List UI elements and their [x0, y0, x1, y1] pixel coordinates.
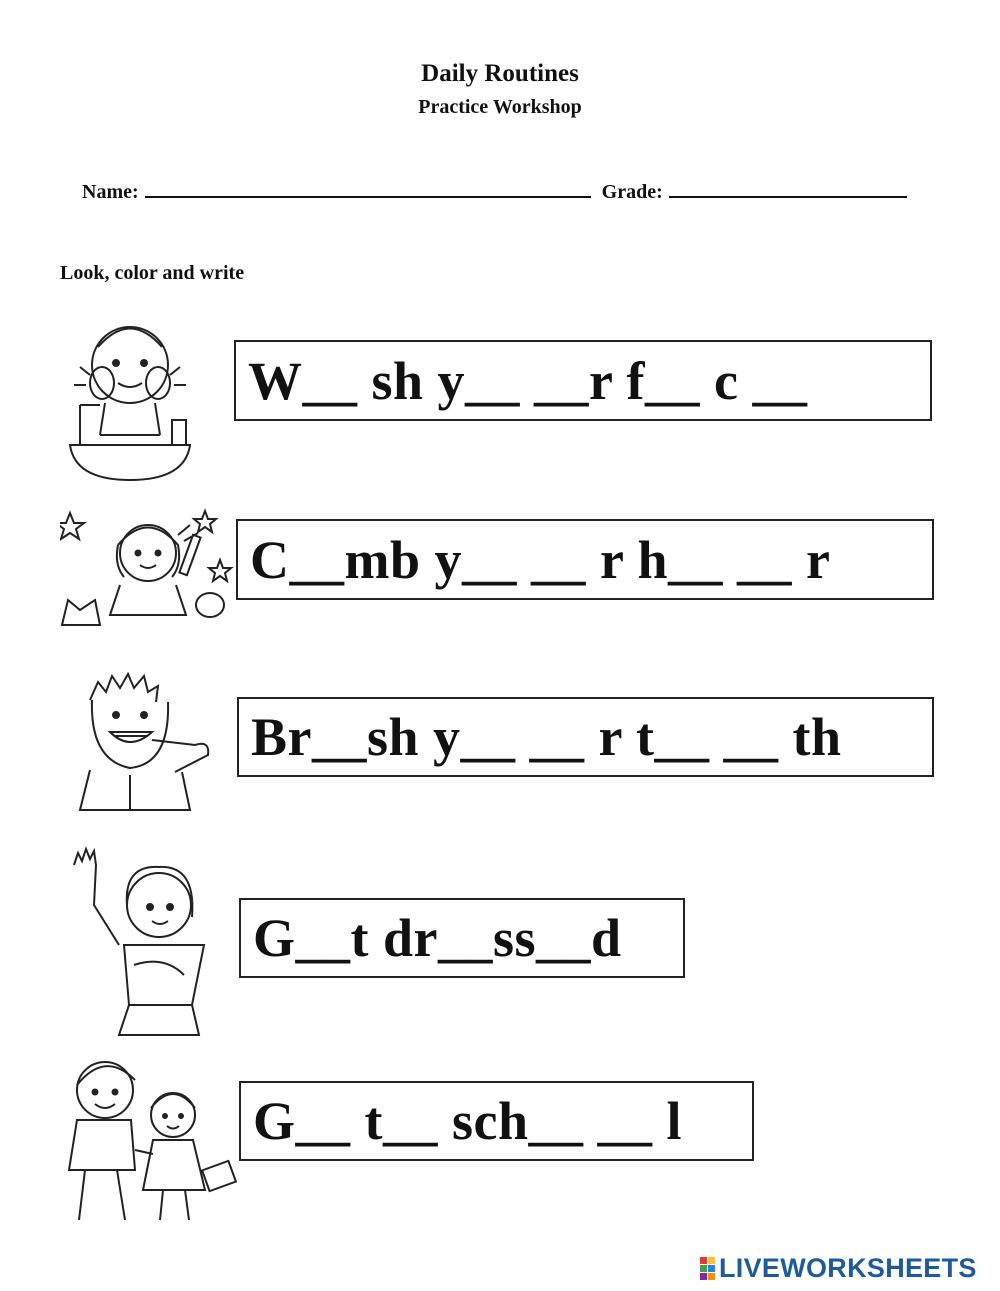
name-field[interactable] — [145, 178, 591, 198]
phrase-box-4[interactable]: G__t dr__ss__d — [239, 898, 685, 978]
worksheet-subtitle: Practice Workshop — [418, 96, 582, 118]
phrase-box-2[interactable]: C__mb y__ __ r h__ __ r — [236, 519, 934, 600]
going-to-school-illustration — [55, 1050, 240, 1230]
grade-label: Grade: — [601, 181, 663, 203]
phrase-box-1[interactable]: W__ sh y__ __r f__ c __ — [234, 340, 932, 421]
combing-hair-illustration — [60, 505, 235, 630]
name-label: Name: — [82, 181, 139, 203]
instruction-text: Look, color and write — [60, 262, 245, 284]
logo-mark-icon — [700, 1257, 715, 1280]
name-grade-row — [82, 178, 913, 204]
brushing-teeth-illustration — [70, 660, 215, 815]
getting-dressed-illustration — [64, 845, 209, 1040]
phrase-box-3[interactable]: Br__sh y__ __ r t__ __ th — [237, 697, 934, 777]
phrase-box-5[interactable]: G__ t__ sch__ __ l — [239, 1081, 754, 1161]
logo-text: LIVEWORKSHEETS — [719, 1252, 977, 1283]
worksheet-title: Daily Routines — [421, 60, 579, 87]
grade-field[interactable] — [669, 178, 907, 198]
washing-face-illustration — [60, 305, 200, 490]
liveworksheets-logo — [700, 1253, 977, 1283]
